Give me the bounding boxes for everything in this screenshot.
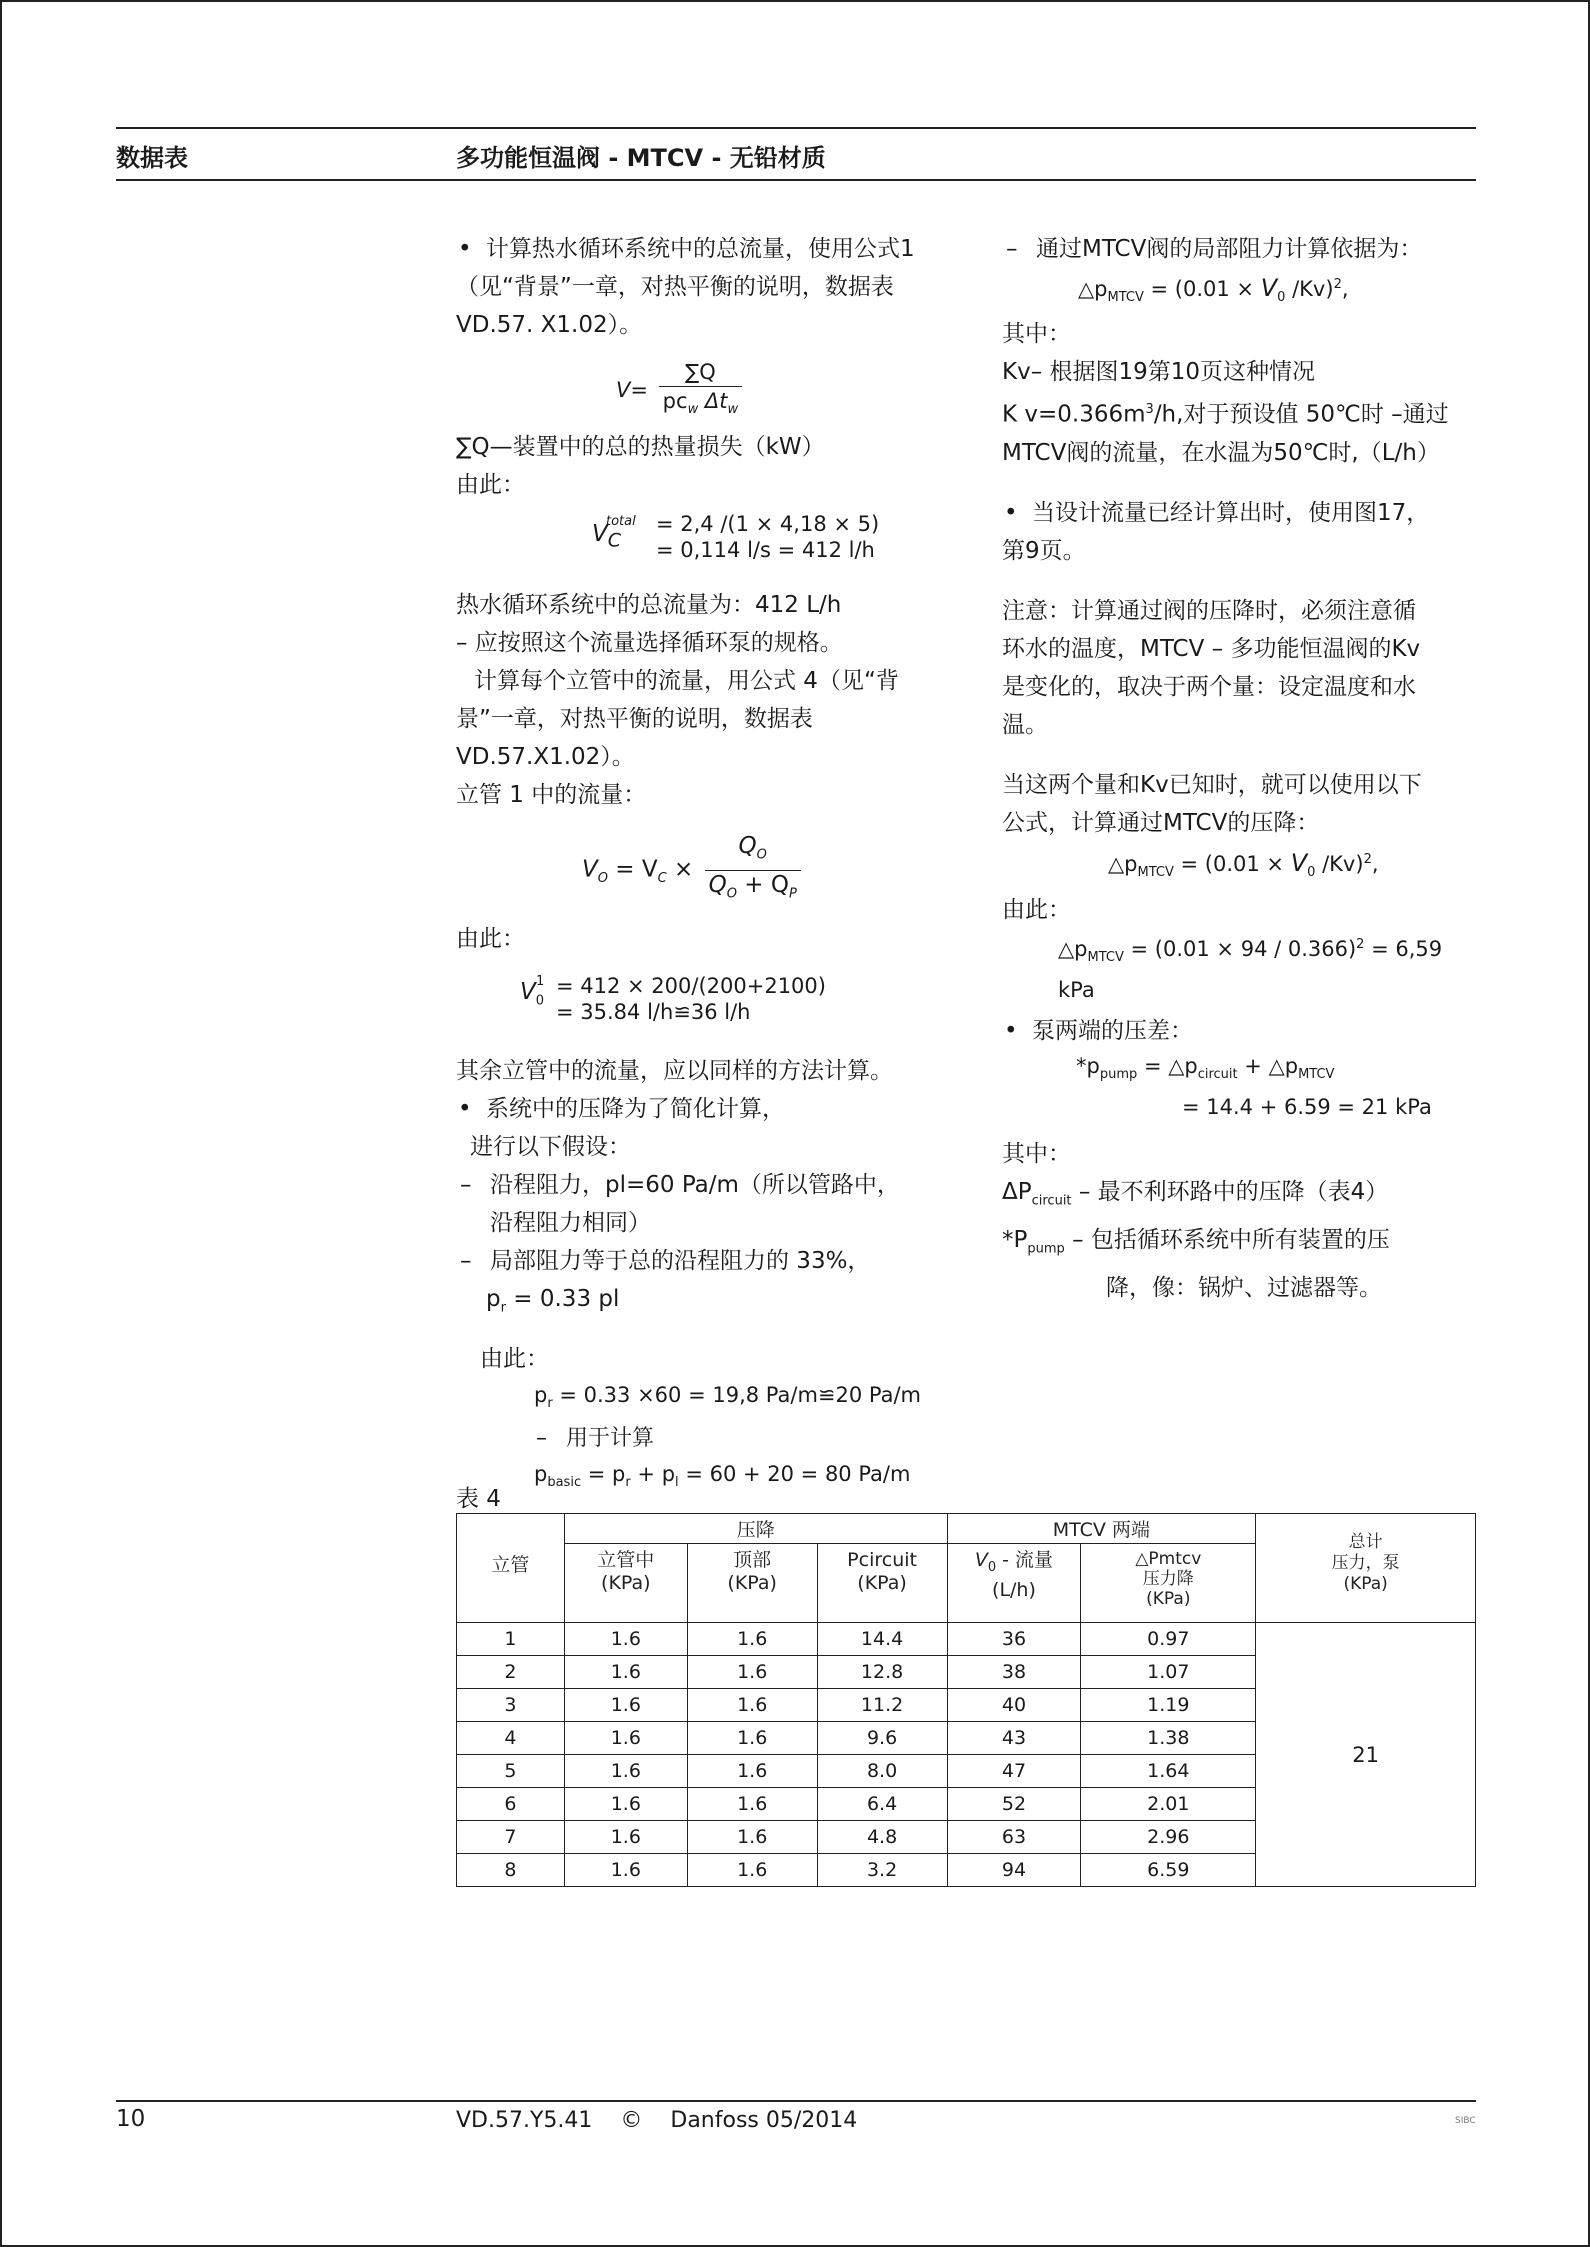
table-cell: 1.07 [1081,1656,1256,1689]
header-bottom-rule [116,179,1476,181]
table-cell: 38 [947,1656,1081,1689]
kv-value: K $v=0.366m^3/h$,对于预设值 50℃时 –通过 [1002,401,1449,428]
formula-pr: $p_r = 0.33 \times 60 = 19,8$ Pa/m≌20 Pa/m [534,1382,922,1412]
total-flow-bullet: • 计算热水循环系统中的总流量，使用公式1 [456,230,976,268]
table-cell: 3 [457,1689,565,1722]
table-cell: 1.6 [564,1788,687,1821]
design-flow-bullet: • 当设计流量已经计算出时，使用图17， [1002,494,1472,532]
table-cell: 1.6 [564,1722,687,1755]
riser-calc-intro-3: VD.57.X1.02）。 [456,744,635,771]
thus-label-1: 由此： [456,472,525,499]
table-cell: 1.6 [564,1821,687,1854]
riser-calc-intro-2: 景”一章，对热平衡的说明，数据表 [456,706,813,733]
right-column [1002,230,1472,1307]
table-cell: 9.6 [817,1722,947,1755]
formula-riser-1-result: $V_0$ 1 = 412 × 200/(200+2100) = 35.84 l/h≌36 l/h [520,974,826,1025]
known-values-line-2: 公式，计算通过MTCV的压降： [1002,809,1320,836]
assumption-friction: – 沿程阻力，pl=60 Pa/m（所以管路中， [456,1166,976,1204]
table-cell: 4 [457,1722,565,1755]
total-flow-ref-2: VD.57. X1.02）。 [456,312,643,338]
formula-mtcv-dp-2: $\triangle p_{MTCV} = (0.01 \times V_0$ /Kv)$^2$, [1108,848,1379,881]
assumption-pr: $p_r = 0.33$ pl [486,1286,620,1316]
definition-p-pump: $*P_{pump}$ – 包括循环系统中所有装置的压 [1002,1227,1390,1257]
formula-pump-dp: $*p_{pump}$ = $\triangle p_{circuit}$ + $\triangle p_{MTCV}$ [1076,1054,1335,1083]
table-cell: 1.6 [687,1623,817,1656]
formula-mtcv-dp: $\triangle p_{MTCV} = (0.01 \times V_0$ /Kv)$^2$, [1078,274,1349,306]
left-column [456,230,976,1500]
table-cell: 11.2 [817,1689,947,1722]
header-mtcv-dp: △Pmtcv 压力降 (KPa) [1081,1544,1256,1623]
riser-1-flow-label: 立管 1 中的流量： [456,782,647,809]
table-cell: 0.97 [1081,1623,1256,1656]
note-line-4: 温。 [1002,711,1048,738]
table-cell: 1.6 [564,1656,687,1689]
header-group-pressure-drop: 压降 [564,1514,947,1544]
calc-use-note: – 用于计算 [532,1421,976,1457]
note-line-3: 是变化的，取决于两个量：设定温度和水 [1002,673,1416,700]
formula-total-flow-result: $V_C$ total = 2,4 /(1 × 4,18 × 5) = 0,114 l/s = 412 l/h [592,512,880,563]
table-body [457,1623,1476,1887]
table-cell: 1.6 [687,1821,817,1854]
formula-total-flow: V= $\frac{\sum Q}{pc_w \Delta t_w}$ [616,358,976,424]
table-cell: 1.19 [1081,1689,1256,1722]
table-cell: 1.6 [687,1689,817,1722]
table-cell: 1.6 [564,1689,687,1722]
table-cell: 3.2 [817,1854,947,1887]
thus-label-4: 由此： [1002,897,1071,924]
table-cell: 4.8 [817,1821,947,1854]
table-cell: 52 [947,1788,1081,1821]
pressure-drop-table [456,1513,1476,1887]
header-in-riser: 立管中 (KPa) [564,1544,687,1623]
footer-doc-info: VD.57.Y5.41 © Danfoss 05/2014 [456,2108,858,2133]
known-values-line-1: 当这两个量和Kv已知时，就可以使用以下 [1002,771,1422,798]
footer-tag: SIBC [1455,2116,1476,2126]
table-cell: 12.8 [817,1656,947,1689]
formula-pump-dp-result: = 14.4 + 6.59 = 21 kPa [1182,1095,1432,1120]
pump-dp-bullet: • 泵两端的压差： [1002,1012,1472,1050]
header-p-circuit: Pcircuit (KPa) [817,1544,947,1623]
where-label-1: 其中： [1002,321,1071,348]
table-cell: 2.01 [1081,1788,1256,1821]
mtcv-resistance-intro: – 通过MTCV阀的局部阻力计算依据为： [1002,230,1472,268]
table-cell: 6.59 [1081,1854,1256,1887]
table-cell: 5 [457,1755,565,1788]
kv-definition: Kv– 根据图19第10页这种情况 [1002,359,1316,386]
table-cell: 1.6 [564,1755,687,1788]
table-cell: 36 [947,1623,1081,1656]
total-flow-statement: 热水循环系统中的总流量为：412 L/h [456,592,842,619]
table-cell: 8 [457,1854,565,1887]
where-label-2: 其中： [1002,1141,1071,1168]
table-cell: 43 [947,1722,1081,1755]
table-cell: 7 [457,1821,565,1854]
table-cell: 2 [457,1656,565,1689]
header-group-mtcv: MTCV 两端 [947,1514,1256,1544]
table-cell: 1.6 [687,1788,817,1821]
table-cell: 1.6 [687,1755,817,1788]
table-cell: 47 [947,1755,1081,1788]
table-cell: 8.0 [817,1755,947,1788]
table-cell: 1.6 [564,1854,687,1887]
design-flow-ref: 第9页。 [1002,537,1086,564]
sum-q-definition: ∑Q—装置中的总的热量损失（kW） [456,434,825,461]
footer-rule [116,2100,1476,2102]
table-cell: 1.38 [1081,1722,1256,1755]
total-pump-pressure-value: 21 [1256,1623,1476,1887]
note-line-1: 注意：计算通过阀的压降时，必须注意循 [1002,597,1416,624]
table-cell: 40 [947,1689,1081,1722]
table-cell: 1 [457,1623,565,1656]
table-cell: 6 [457,1788,565,1821]
total-flow-ref: （见“背景”一章，对热平衡的说明，数据表 [456,274,894,300]
table-cell: 14.4 [817,1623,947,1656]
page-number: 10 [116,2106,146,2132]
assumptions-label: 进行以下假设： [470,1134,631,1161]
pump-selection-note: – 应按照这个流量选择循环泵的规格。 [456,630,843,657]
table-cell: 63 [947,1821,1081,1854]
header-section-label: 数据表 [116,144,188,172]
kv-flow-note: MTCV阀的流量，在水温为50℃时,（L/h） [1002,439,1440,466]
table-caption: 表 4 [456,1486,501,1512]
assumption-local-resistance: – 局部阻力等于总的沿程阻力的 33%， [456,1242,976,1280]
pressure-drop-bullet: • 系统中的压降为了简化计算， [456,1090,976,1128]
formula-p-basic: $p_{basic} = p_r + p_l = 60 + 20 = 80$ Pa/m [534,1462,911,1491]
table-cell: 1.6 [687,1722,817,1755]
header-top-rule [116,127,1476,129]
header-top: 顶部 (KPa) [687,1544,817,1623]
formula-mtcv-dp-result: $\triangle p_{MTCV} = (0.01 \times 94 / 0.366)^2 = 6,59$ kPa [1058,937,1443,1003]
other-risers-note: 其余立管中的流量，应以同样的方法计算。 [456,1058,893,1085]
formula-riser-flow: $V_O = V_C$ × $\frac{Q_O}{Q_O + Q_P}$ [582,832,976,908]
definition-p-circuit: $\Delta P_{circuit}$ – 最不利环路中的压降（表4） [1002,1179,1389,1209]
table-cell: 1.6 [687,1656,817,1689]
header-flow: $V_0$ - 流量 (L/h) [947,1544,1081,1623]
table-cell: 1.6 [564,1623,687,1656]
table-cell: 2.96 [1081,1821,1256,1854]
table-cell: 1.64 [1081,1755,1256,1788]
header-total-pump-pressure: 总计 压力，泵 (KPa) [1256,1514,1476,1623]
table-cell: 6.4 [817,1788,947,1821]
thus-label-3: 由此： [480,1345,549,1372]
header-riser: 立管 [457,1514,565,1623]
definition-p-pump-2: 降，像：锅炉、过滤器等。 [1106,1274,1382,1301]
thus-label-2: 由此： [456,926,525,953]
table-cell: 1.6 [687,1854,817,1887]
note-line-2: 环水的温度，MTCV – 多功能恒温阀的Kv [1002,635,1421,662]
riser-calc-intro: 计算每个立管中的流量，用公式 4（见“背 [474,668,899,695]
table-cell: 94 [947,1854,1081,1887]
header-title: 多功能恒温阀 - MTCV - 无铅材质 [456,144,826,172]
assumption-friction-2: 沿程阻力相同） [490,1210,651,1237]
table-row [457,1623,1476,1656]
